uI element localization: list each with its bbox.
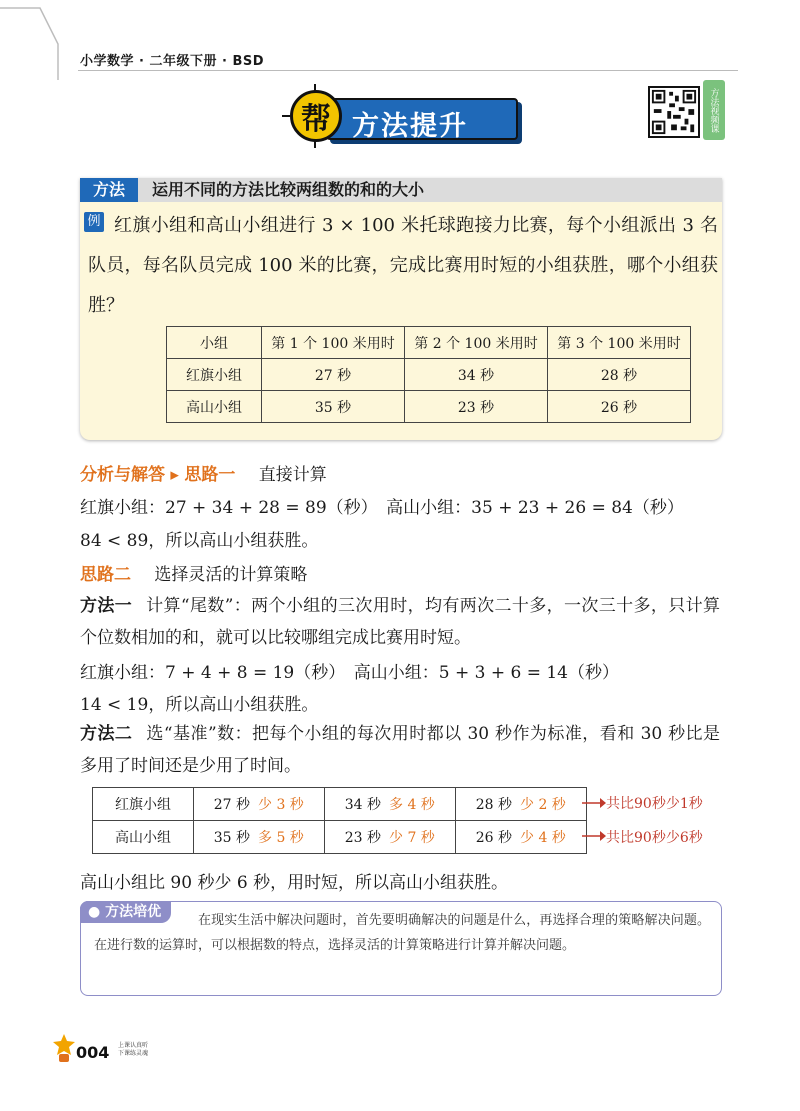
idea2-heading bbox=[80, 560, 307, 585]
analysis-heading bbox=[80, 460, 327, 485]
group-cell: 高山小组 bbox=[93, 821, 194, 854]
value-cell bbox=[456, 821, 587, 854]
value-cell bbox=[325, 821, 456, 854]
method1-paragraph bbox=[80, 590, 720, 654]
idea2-title: 选择灵活的计算策略 bbox=[154, 565, 308, 585]
method2-label: 方法二 bbox=[80, 724, 133, 744]
diff-value: 多 4 秒 bbox=[389, 797, 435, 813]
footer-motto bbox=[118, 1042, 148, 1058]
table-row bbox=[167, 391, 691, 423]
value-cell bbox=[456, 788, 587, 821]
tip-text: 在现实生活中解决问题时，首先要明确解决的问题是什么，再选择合理的策略解决问题。在进行数的运算时，可以根据数的特点，选择灵活的计算策略进行计算并解决问题。 bbox=[94, 913, 710, 953]
idea1-title: 直接计算 bbox=[258, 465, 327, 485]
time-value: 27 秒 bbox=[213, 797, 250, 813]
method1-label: 方法一 bbox=[80, 596, 133, 616]
group-cell: 红旗小组 bbox=[93, 788, 194, 821]
table-cell: 35 秒 bbox=[262, 391, 405, 423]
idea1-label: 思路一 bbox=[184, 465, 236, 485]
calc-line-2: 红旗小组：7 + 4 + 8 = 19（秒） 高山小组：5 + 3 + 6 = 14（秒） bbox=[80, 663, 619, 683]
tip-tag bbox=[80, 901, 171, 923]
mascot-icon bbox=[52, 1034, 76, 1064]
table-cell: 26 秒 bbox=[548, 391, 691, 423]
table-row bbox=[93, 821, 587, 854]
diff-value: 多 5 秒 bbox=[258, 830, 304, 846]
method1-text: 计算“尾数”：两个小组的三次用时，均有两次二十多，一次三十多，只计算个位数相加的和，就可以比较哪组完成比赛用时短。 bbox=[80, 596, 720, 648]
time-value: 35 秒 bbox=[213, 830, 250, 846]
problem-text: 红旗小组和高山小组进行 3 × 100 米托球跑接力比赛，每个小组派出 3 名队员，每名队员完成 100 米的比赛，完成比赛用时短的小组获胜，哪个小组获胜？ bbox=[88, 215, 718, 316]
motto-line: 上课认真听 bbox=[118, 1042, 149, 1049]
time-value: 28 秒 bbox=[475, 797, 512, 813]
table-header-cell: 第 2 个 100 米用时 bbox=[405, 327, 548, 359]
header-divider bbox=[78, 70, 738, 71]
arrow-icon: ▸ bbox=[170, 465, 179, 485]
table-cell: 高山小组 bbox=[167, 391, 262, 423]
table-header-cell: 第 1 个 100 米用时 bbox=[262, 327, 405, 359]
table-cell: 23 秒 bbox=[405, 391, 548, 423]
conclusion-3: 高山小组比 90 秒少 6 秒，用时短，所以高山小组获胜。 bbox=[80, 873, 509, 893]
table-row bbox=[93, 788, 587, 821]
value-cell bbox=[194, 788, 325, 821]
calc-line-1: 红旗小组：27 + 34 + 28 = 89（秒） 高山小组：35 + 23 + 26 = 84（秒） bbox=[80, 498, 684, 518]
baseline-table bbox=[92, 787, 587, 854]
table-row bbox=[167, 359, 691, 391]
tip-label: 方法培优 bbox=[105, 904, 162, 920]
corner-decoration bbox=[0, 0, 80, 80]
banner-tick-left bbox=[282, 115, 290, 117]
table-cell: 34 秒 bbox=[405, 359, 548, 391]
annotation-note: 共比90秒少6秒 bbox=[606, 830, 703, 846]
header-title: 小学数学 · 二年级下册 · BSD bbox=[80, 54, 265, 69]
diff-value: 少 2 秒 bbox=[520, 797, 566, 813]
table-cell: 28 秒 bbox=[548, 359, 691, 391]
qr-side-label: 方法视频课 bbox=[703, 80, 725, 140]
table-cell: 27 秒 bbox=[262, 359, 405, 391]
diff-value: 少 4 秒 bbox=[520, 830, 566, 846]
qr-code-icon[interactable] bbox=[648, 86, 700, 138]
conclusion-1: 84 < 89，所以高山小组获胜。 bbox=[80, 531, 319, 551]
method-title: 运用不同的方法比较两组数的和的大小 bbox=[152, 180, 425, 199]
time-value: 23 秒 bbox=[344, 830, 381, 846]
banner-title: 方法提升 bbox=[352, 111, 468, 142]
analysis-label: 分析与解答 bbox=[80, 465, 165, 485]
time-value: 26 秒 bbox=[475, 830, 512, 846]
method2-text: 选“基准”数：把每个小组的每次用时都以 30 秒作为标准，看和 30 秒比是多用了时间还是少用了时间。 bbox=[80, 724, 721, 776]
table-header-row bbox=[167, 327, 691, 359]
value-cell bbox=[325, 788, 456, 821]
table-header-cell: 第 3 个 100 米用时 bbox=[548, 327, 691, 359]
table-header-cell: 小组 bbox=[167, 327, 262, 359]
method2-paragraph bbox=[80, 718, 720, 782]
section-banner bbox=[282, 90, 518, 146]
page-number: 004 bbox=[76, 1043, 110, 1062]
timing-table bbox=[166, 326, 691, 423]
bulb-icon: ● bbox=[88, 904, 101, 920]
diff-value: 少 7 秒 bbox=[389, 830, 435, 846]
method-tag: 方法 bbox=[80, 178, 138, 202]
conclusion-2: 14 < 19，所以高山小组获胜。 bbox=[80, 695, 319, 715]
motto-line: 下课练灵魂 bbox=[118, 1050, 149, 1057]
annotation-note: 共比90秒少1秒 bbox=[606, 796, 703, 812]
table-cell: 红旗小组 bbox=[167, 359, 262, 391]
time-value: 34 秒 bbox=[344, 797, 381, 813]
idea2-label: 思路二 bbox=[80, 565, 131, 585]
banner-badge: 帮 bbox=[290, 90, 342, 142]
value-cell bbox=[194, 821, 325, 854]
annotation-arrows bbox=[582, 792, 606, 842]
diff-value: 少 3 秒 bbox=[258, 797, 304, 813]
example-tag: 例 bbox=[84, 212, 104, 232]
